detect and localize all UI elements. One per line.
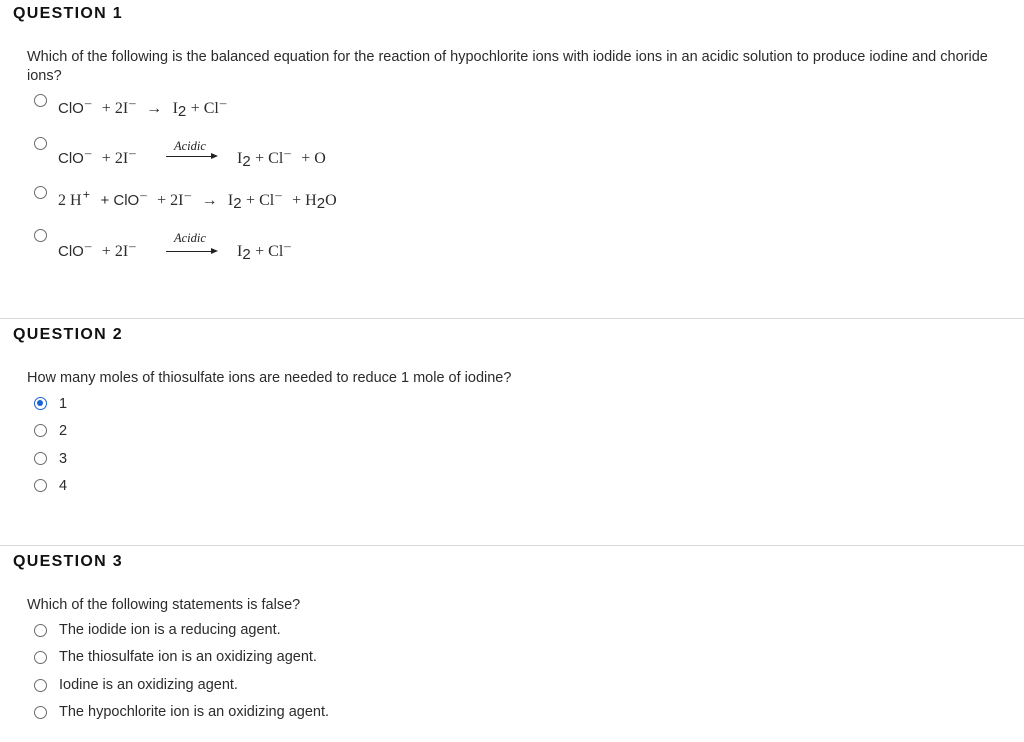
q3-option-4-radio[interactable] (34, 706, 47, 719)
q3-option-3-radio[interactable] (34, 679, 47, 692)
q1-option-2-arrow-icon (166, 156, 213, 157)
divider-1 (0, 318, 1024, 319)
q2-option-2-radio[interactable] (34, 424, 47, 437)
q1-option-1-radio[interactable] (34, 94, 47, 107)
q1-option-2-products: I2 + Cl– + O (237, 145, 326, 170)
q2-option-4-radio[interactable] (34, 479, 47, 492)
question-3-text: Which of the following statements is false? (27, 597, 301, 613)
q2-option-2-label[interactable]: 2 (59, 423, 68, 439)
q3-option-2-label[interactable]: The thiosulfate ion is an oxidizing agent. (59, 649, 317, 665)
q2-option-4-label[interactable]: 4 (59, 478, 68, 494)
q3-option-2-radio[interactable] (34, 651, 47, 664)
q1-option-4-arrow-icon (166, 251, 213, 252)
q2-option-3-radio[interactable] (34, 452, 47, 465)
q1-option-1-equation: ClO– + 2I– → I2 + Cl– (58, 95, 227, 120)
q3-option-3-label[interactable]: Iodine is an oxidizing agent. (59, 677, 238, 693)
q1-option-4-reactants: ClO– + 2I– (58, 238, 136, 260)
q1-option-3-equation: 2 H+ + ClO– + 2I– → I2 + Cl– + H2O (58, 187, 337, 212)
question-1-text: Which of the following is the balanced equation for the reaction of hypochlorite ions with iodide ions in an acidic solution to produce iodine and choride ions? (27, 49, 988, 84)
q2-option-1-radio[interactable] (34, 397, 47, 410)
q2-option-3-label[interactable]: 3 (59, 451, 68, 467)
q3-option-4-label[interactable]: The hypochlorite ion is an oxidizing agent. (59, 704, 330, 720)
q1-option-4-arrowhead-icon (211, 248, 218, 254)
question-2-text: How many moles of thiosulfate ions are needed to reduce 1 mole of iodine? (27, 370, 512, 386)
q1-option-2-radio[interactable] (34, 137, 47, 150)
question-1-heading: QUESTION 1 (13, 5, 123, 22)
q2-option-1-label[interactable]: 1 (59, 396, 68, 412)
q1-option-4-radio[interactable] (34, 229, 47, 242)
q1-option-3-radio[interactable] (34, 186, 47, 199)
q3-option-1-label[interactable]: The iodide ion is a reducing agent. (59, 622, 281, 638)
divider-2 (0, 545, 1024, 546)
q3-option-1-radio[interactable] (34, 624, 47, 637)
q1-option-4-products: I2 + Cl– (237, 238, 291, 263)
q1-option-4-arrow-label: Acidic (174, 231, 206, 245)
question-3-heading: QUESTION 3 (13, 553, 123, 570)
q1-option-2-reactants: ClO– + 2I– (58, 145, 136, 167)
question-2-heading: QUESTION 2 (13, 326, 123, 343)
q1-option-2-arrowhead-icon (211, 153, 218, 159)
q1-option-2-arrow-label: Acidic (174, 139, 206, 153)
